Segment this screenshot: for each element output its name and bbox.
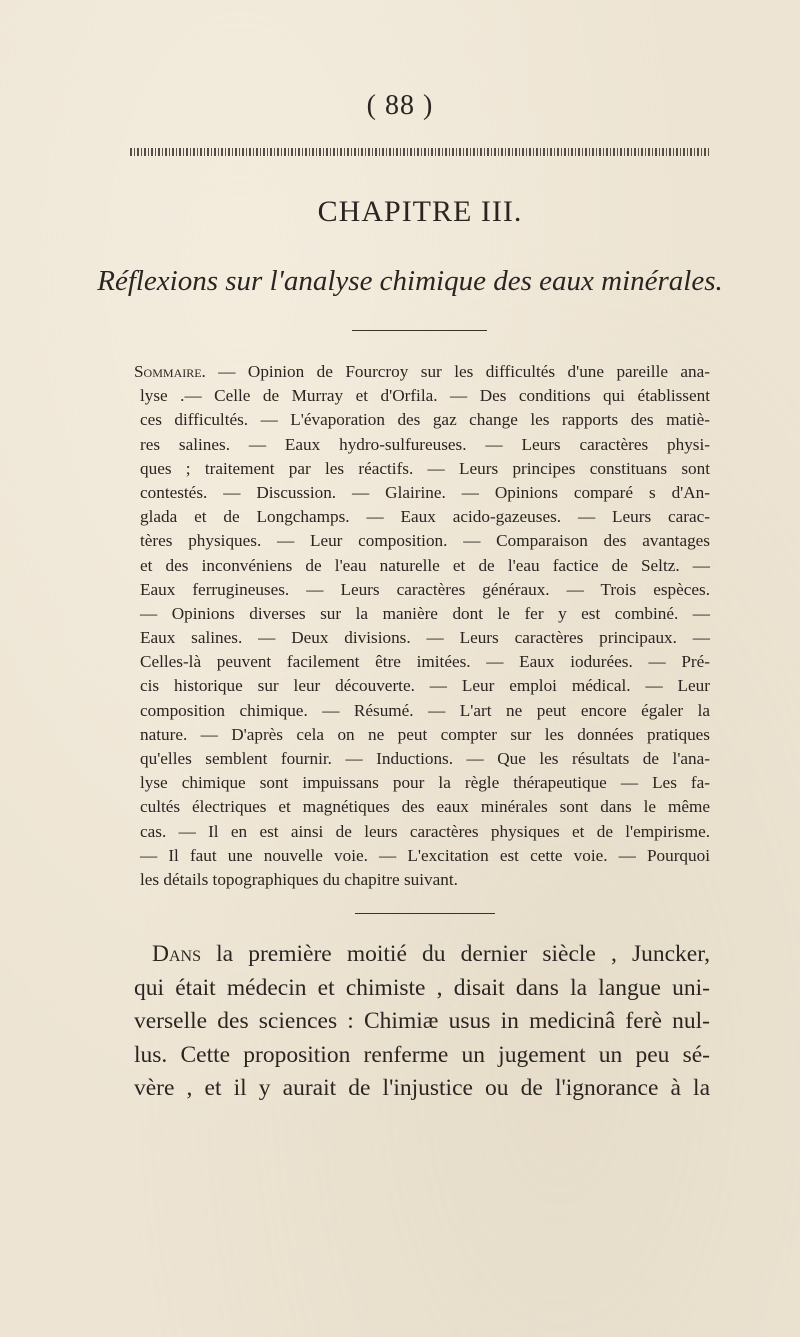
body-line: Dans la première moitié du dernier siècle , Juncker, [152, 941, 710, 967]
body-paragraph [134, 938, 710, 1106]
body-line: vère , et il y aurait de l'injustice ou de l'ignorance à la [134, 1075, 710, 1101]
summary-line: — Opinions diverses sur la manière dont le fer y est combiné. — [140, 603, 710, 623]
summary-line: — Il faut une nouvelle voie. — L'excitation est cette voie. — Pourquoi [140, 845, 710, 865]
section-divider [355, 913, 495, 914]
body-line: qui était médecin et chimiste , disait dans la langue uni- [134, 974, 710, 1001]
section-divider [352, 330, 487, 331]
summary-line: composition chimique. — Résumé. — L'art ne peut encore égaler la [140, 700, 710, 720]
summary-lead: Sommaire. [134, 362, 206, 381]
body-line: verselle des sciences : Chimiæ usus in medicinâ ferè nul- [134, 1008, 710, 1034]
summary-line: les détails topographiques du chapitre suivant. [140, 869, 458, 889]
summary-line: nature. — D'après cela on ne peut compter sur les données pratiques [140, 724, 710, 744]
summary-line: res salines. — Eaux hydro-sulfureuses. — Leurs caractères physi- [140, 434, 710, 454]
summary-line: cultés électriques et magnétiques des eaux minérales sont dans le même [140, 797, 710, 817]
summary-line: ques ; traitement par les réactifs. — Leurs principes constituans sont [140, 458, 710, 478]
chapter-title: CHAPITRE III. [317, 195, 523, 228]
page-number: ( 88 ) [366, 90, 434, 121]
ornamental-rule [130, 148, 710, 156]
opening-word: Dans [152, 941, 201, 967]
summary-line: et des inconvéniens de l'eau naturelle et de l'eau factice de Seltz. — [140, 555, 710, 575]
summary-line: tères physiques. — Leur composition. — Comparaison des avantages [140, 531, 710, 551]
summary-line: lyse chimique sont impuissans pour la règle thérapeutique — Les fa- [140, 773, 710, 793]
summary-line: contestés. — Discussion. — Glairine. — Opinions comparé s d'An- [140, 482, 710, 502]
summary-line: glada et de Longchamps. — Eaux acido-gazeuses. — Leurs carac- [140, 507, 710, 527]
summary-line: Eaux salines. — Deux divisions. — Leurs caractères principaux. — [140, 628, 710, 648]
summary-line: lyse .— Celle de Murray et d'Orfila. — Des conditions qui établissent [140, 386, 710, 406]
summary-line: ces difficultés. — L'évaporation des gaz change les rapports des matiè- [140, 410, 710, 430]
summary-line: Eaux ferrugineuses. — Leurs caractères généraux. — Trois espèces. [140, 579, 710, 599]
chapter-summary [134, 360, 710, 892]
summary-line: cas. — Il en est ainsi de leurs caractères physiques et de l'empirisme. [140, 821, 710, 841]
chapter-subtitle: Réflexions sur l'analyse chimique des eaux minérales. [97, 265, 723, 297]
summary-line: qu'elles semblent fournir. — Inductions. — Que les résultats de l'ana- [140, 749, 710, 768]
summary-line: Sommaire. — Opinion de Fourcroy sur les difficultés d'une pareille ana- [134, 362, 710, 381]
body-line: lus. Cette proposition renferme un jugement un peu sé- [134, 1041, 710, 1068]
summary-line: Celles-là peuvent facilement être imitées. — Eaux iodurées. — Pré- [140, 652, 710, 672]
summary-line: cis historique sur leur découverte. — Leur emploi médical. — Leur [140, 676, 710, 696]
